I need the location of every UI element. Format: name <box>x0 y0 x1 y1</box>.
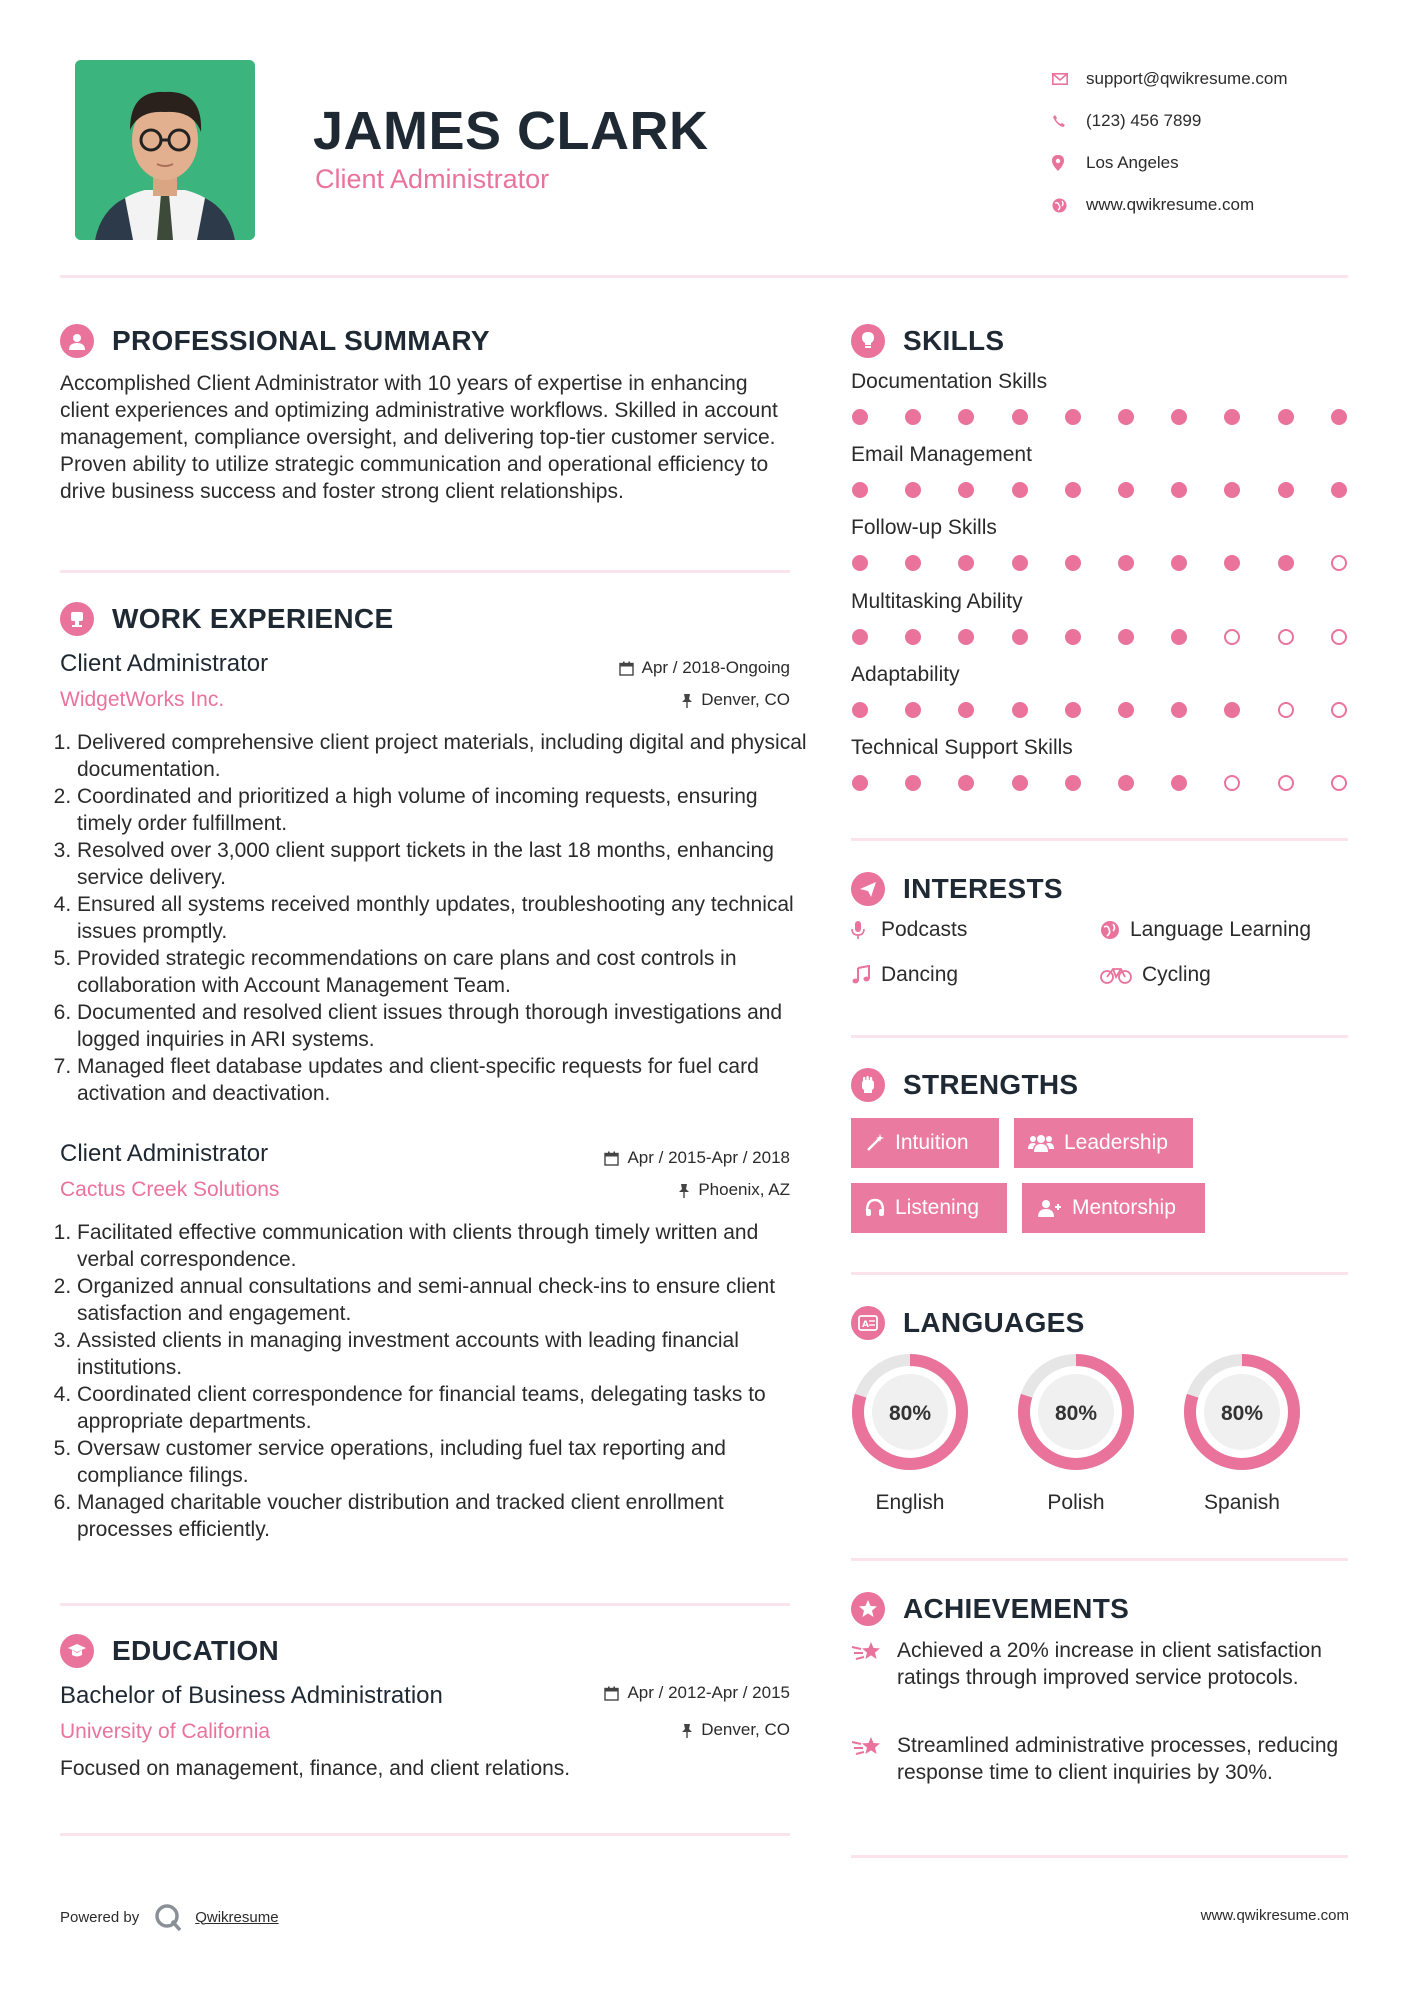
contact-email <box>1052 58 1288 100</box>
rating-dot-empty <box>1278 629 1294 645</box>
education-heading <box>60 1634 279 1668</box>
rating-dot-filled <box>1224 702 1240 718</box>
achievements-title: ACHIEVEMENTS <box>903 1593 1130 1624</box>
language-name: Polish <box>1047 1491 1105 1514</box>
strength-tag-intuition <box>851 1118 999 1168</box>
rating-dot-filled <box>1065 775 1081 791</box>
briefcase-icon <box>60 602 94 636</box>
rating-dot-filled <box>905 775 921 791</box>
pushpin-icon <box>678 1183 690 1198</box>
rating-dot-filled <box>1118 629 1134 645</box>
footer-website[interactable]: www.qwikresume.com <box>1200 1907 1349 1924</box>
job-2-company: Cactus Creek Solutions <box>60 1178 280 1201</box>
education-title: EDUCATION <box>112 1635 280 1666</box>
contact-website-link[interactable]: www.qwikresume.com <box>1086 195 1255 214</box>
languages-title: LANGUAGES <box>903 1307 1085 1338</box>
job-2-duties <box>57 1219 812 1543</box>
interest-cycling <box>1100 963 1211 987</box>
rating-dot-filled <box>958 555 974 571</box>
job-2-location <box>678 1180 790 1200</box>
rating-dot-empty <box>1224 775 1240 791</box>
paper-plane-icon <box>851 872 885 906</box>
globe-icon <box>1100 920 1130 940</box>
education-description: Focused on management, finance, and client relations. <box>60 1757 571 1780</box>
rating-dot-empty <box>1278 775 1294 791</box>
microphone-icon <box>851 920 881 940</box>
language-progress-ring <box>1180 1350 1304 1474</box>
job-1-location-text: Denver, CO <box>701 690 790 709</box>
interest-dancing <box>851 963 958 987</box>
language-item <box>1014 1350 1138 1515</box>
calendar-icon <box>619 661 634 676</box>
graduation-icon <box>60 1634 94 1668</box>
interest-language-learning <box>1100 918 1311 942</box>
job-2-dates <box>604 1148 790 1168</box>
rating-dot-filled <box>958 702 974 718</box>
rating-dot-filled <box>958 775 974 791</box>
interest-podcasts <box>851 918 967 942</box>
interest-label: Language Learning <box>1130 918 1312 941</box>
rating-dot-filled <box>852 555 868 571</box>
rating-dot-filled <box>1065 482 1081 498</box>
strength-label: Leadership <box>1064 1131 1168 1154</box>
rating-dot-filled <box>1171 629 1187 645</box>
list-item: 4. Coordinated client correspondence for financial teams, delegating tasks to appropriate departments. <box>77 1381 812 1435</box>
rating-dot-filled <box>958 629 974 645</box>
rating-dot-filled <box>1118 409 1134 425</box>
rating-dot-filled <box>1331 482 1347 498</box>
contact-phone-text: (123) 456 7899 <box>1086 111 1202 130</box>
language-progress-ring <box>1014 1350 1138 1474</box>
magic-wand-icon <box>865 1133 885 1153</box>
languages-heading <box>851 1306 1085 1340</box>
music-note-icon <box>851 965 881 985</box>
shooting-star-icon <box>851 1732 897 1786</box>
language-item <box>848 1350 972 1515</box>
rating-dot-filled <box>1171 775 1187 791</box>
rating-dot-filled <box>1065 702 1081 718</box>
rating-dot-filled <box>1012 629 1028 645</box>
strength-label: Listening <box>895 1196 980 1219</box>
strengths-heading <box>851 1068 1078 1102</box>
achievements-heading <box>851 1592 1129 1626</box>
list-item: 2. Organized annual consultations and semi-annual check-ins to ensure client satisfaction and engagement. <box>77 1273 812 1327</box>
qwikresume-link[interactable]: Qwikresume <box>195 1908 279 1926</box>
work-title: WORK EXPERIENCE <box>112 603 394 634</box>
rating-dot-filled <box>1171 555 1187 571</box>
rating-dot-filled <box>905 629 921 645</box>
powered-by-text: Powered by <box>60 1908 140 1926</box>
user-plus-icon <box>1036 1198 1062 1218</box>
rating-dot-filled <box>1012 409 1028 425</box>
candidate-name: JAMES CLARK <box>313 101 709 161</box>
list-item: 5. Oversaw customer service operations, including fuel tax reporting and compliance filings. <box>77 1435 812 1489</box>
globe-icon <box>1052 198 1086 213</box>
profile-photo <box>75 60 255 240</box>
pushpin-icon <box>681 693 693 708</box>
language-name: English <box>875 1491 945 1514</box>
summary-title: PROFESSIONAL SUMMARY <box>112 325 490 356</box>
education-location-text: Denver, CO <box>701 1720 790 1739</box>
achievement-item <box>851 1732 1348 1786</box>
skill-name: Technical Support Skills <box>851 736 1073 759</box>
rating-dot-filled <box>1012 702 1028 718</box>
rating-dot-empty <box>1331 775 1347 791</box>
education-dates <box>604 1683 790 1703</box>
rating-dot-empty <box>1331 702 1347 718</box>
education-dates-text: Apr / 2012-Apr / 2015 <box>627 1683 790 1702</box>
language-item <box>1180 1350 1304 1515</box>
contact-phone <box>1052 100 1288 142</box>
skills-title: SKILLS <box>903 325 1005 356</box>
list-item: 2. Coordinated and prioritized a high volume of incoming requests, ensuring timely order fulfillment. <box>77 783 812 837</box>
interest-label: Dancing <box>881 963 959 986</box>
work-divider <box>60 1603 790 1606</box>
interests-title: INTERESTS <box>903 873 1063 904</box>
interest-label: Cycling <box>1142 963 1211 986</box>
achievement-text: Streamlined administrative processes, reducing response time to client inquiries by 30%. <box>897 1734 1339 1784</box>
rating-dot-filled <box>1224 482 1240 498</box>
job-2-dates-text: Apr / 2015-Apr / 2018 <box>627 1148 790 1167</box>
language-name: Spanish <box>1204 1491 1280 1514</box>
education-divider <box>60 1833 790 1836</box>
qwikresume-logo-icon <box>153 1902 183 1932</box>
contact-email-link[interactable]: support@qwikresume.com <box>1086 69 1288 88</box>
rating-dot-filled <box>852 482 868 498</box>
rating-dot-filled <box>1224 555 1240 571</box>
rating-dot-filled <box>1171 702 1187 718</box>
rating-dot-filled <box>1012 555 1028 571</box>
lightbulb-icon <box>851 324 885 358</box>
job-1-duties <box>57 729 812 1107</box>
footer-powered-by <box>60 1902 279 1932</box>
header-divider <box>60 275 1348 278</box>
rating-dot-empty <box>1278 702 1294 718</box>
hand-fist-icon <box>851 1068 885 1102</box>
rating-dot-filled <box>905 482 921 498</box>
language-percent: 80% <box>1054 1402 1098 1425</box>
interests-heading <box>851 872 1063 906</box>
rating-dot-filled <box>852 629 868 645</box>
translate-icon <box>851 1306 885 1340</box>
summary-heading <box>60 324 490 358</box>
rating-dot-filled <box>1118 555 1134 571</box>
map-pin-icon <box>1052 155 1086 171</box>
job-1-dates <box>619 658 790 678</box>
list-item: 3. Resolved over 3,000 client support tickets in the last 18 months, enhancing service delivery. <box>77 837 812 891</box>
language-percent: 80% <box>888 1402 932 1425</box>
work-heading <box>60 602 393 636</box>
rating-dot-filled <box>905 702 921 718</box>
contact-location-text: Los Angeles <box>1086 153 1179 172</box>
rating-dot-filled <box>852 409 868 425</box>
user-icon <box>60 324 94 358</box>
rating-dot-filled <box>1278 555 1294 571</box>
rating-dot-filled <box>1278 409 1294 425</box>
summary-text: Accomplished Client Administrator with 10 years of expertise in enhancing client experiences and optimizing administrative workflows. Skilled in account management, compliance oversight, and delivering top-tier customer service. Proven ability to utilize strategic communication and operational efficiency to drive business success and foster strong client relationships. <box>60 372 778 503</box>
rating-dot-filled <box>1012 775 1028 791</box>
rating-dot-filled <box>1171 482 1187 498</box>
list-item: 6. Documented and resolved client issues through thorough investigations and logged inquiries in ARI systems. <box>77 999 812 1053</box>
strengths-title: STRENGTHS <box>903 1069 1079 1100</box>
bicycle-icon <box>1100 966 1142 984</box>
list-item: 5. Provided strategic recommendations on care plans and cost controls in collaboration with Account Management Team. <box>77 945 812 999</box>
summary-divider <box>60 570 790 573</box>
language-progress-ring <box>848 1350 972 1474</box>
job-1-title: Client Administrator <box>60 650 269 677</box>
achievement-item <box>851 1637 1348 1691</box>
pushpin-icon <box>681 1723 693 1738</box>
rating-dot-filled <box>1331 409 1347 425</box>
education-school: University of California <box>60 1720 271 1743</box>
languages-divider <box>851 1558 1348 1561</box>
job-2-location-text: Phoenix, AZ <box>698 1180 790 1199</box>
skills-heading <box>851 324 1004 358</box>
list-item: 6. Managed charitable voucher distribution and tracked client enrollment processes efficiently. <box>77 1489 812 1543</box>
rating-dot-filled <box>1118 702 1134 718</box>
strengths-divider <box>851 1272 1348 1275</box>
rating-dot-empty <box>1331 555 1347 571</box>
rating-dot-filled <box>905 555 921 571</box>
interest-label: Podcasts <box>881 918 968 941</box>
contact-location <box>1052 142 1288 184</box>
list-item: 1. Delivered comprehensive client project materials, including digital and physical documentation. <box>77 729 812 783</box>
job-1-company: WidgetWorks Inc. <box>60 688 225 711</box>
rating-dot-filled <box>1171 409 1187 425</box>
job-2-title: Client Administrator <box>60 1140 269 1167</box>
rating-dot-filled <box>958 409 974 425</box>
rating-dot-filled <box>1224 409 1240 425</box>
rating-dot-filled <box>1118 482 1134 498</box>
strength-label: Intuition <box>895 1131 969 1154</box>
education-location <box>681 1720 790 1740</box>
calendar-icon <box>604 1686 619 1701</box>
rating-dot-filled <box>958 482 974 498</box>
contact-website <box>1052 184 1288 226</box>
list-item: 1. Facilitated effective communication with clients through timely written and verbal correspondence. <box>77 1219 812 1273</box>
skills-divider <box>851 838 1348 841</box>
calendar-icon <box>604 1151 619 1166</box>
strength-tag-mentorship <box>1022 1183 1205 1233</box>
achievement-text: Achieved a 20% increase in client satisfaction ratings through improved service protocols. <box>897 1639 1322 1689</box>
rating-dot-filled <box>1278 482 1294 498</box>
rating-dot-filled <box>1065 555 1081 571</box>
phone-icon <box>1052 114 1086 128</box>
skill-name: Multitasking Ability <box>851 589 1023 613</box>
rating-dot-filled <box>1065 629 1081 645</box>
rating-dot-filled <box>852 702 868 718</box>
candidate-role: Client Administrator <box>315 164 550 194</box>
star-badge-icon <box>851 1592 885 1626</box>
interests-divider <box>851 1035 1348 1038</box>
rating-dot-filled <box>1118 775 1134 791</box>
job-1-location <box>681 690 790 710</box>
list-item: 4. Ensured all systems received monthly updates, troubleshooting any technical issues promptly. <box>77 891 812 945</box>
rating-dot-empty <box>1331 629 1347 645</box>
users-icon <box>1028 1133 1054 1153</box>
job-1-dates-text: Apr / 2018-Ongoing <box>641 658 790 677</box>
education-degree: Bachelor of Business Administration <box>60 1682 443 1709</box>
skill-name: Email Management <box>851 443 1032 467</box>
skill-name: Documentation Skills <box>851 370 1048 393</box>
envelope-icon <box>1052 73 1086 85</box>
strength-tag-leadership <box>1014 1118 1193 1168</box>
list-item: 7. Managed fleet database updates and client-specific requests for fuel card activation and deactivation. <box>77 1053 812 1107</box>
strength-tag-listening <box>851 1183 1007 1233</box>
svg-text:A: A <box>862 1320 870 1330</box>
achievements-divider <box>851 1855 1348 1858</box>
language-percent: 80% <box>1220 1402 1264 1425</box>
rating-dot-filled <box>1065 409 1081 425</box>
contact-block <box>1052 58 1288 226</box>
rating-dot-filled <box>1012 482 1028 498</box>
strength-label: Mentorship <box>1072 1196 1176 1219</box>
skill-name: Adaptability <box>851 662 960 686</box>
rating-dot-filled <box>905 409 921 425</box>
rating-dot-empty <box>1224 629 1240 645</box>
skill-name: Follow-up Skills <box>851 516 997 540</box>
shooting-star-icon <box>851 1637 897 1691</box>
headphones-icon <box>865 1198 885 1218</box>
list-item: 3. Assisted clients in managing investment accounts with leading financial institutions. <box>77 1327 812 1381</box>
rating-dot-filled <box>852 775 868 791</box>
